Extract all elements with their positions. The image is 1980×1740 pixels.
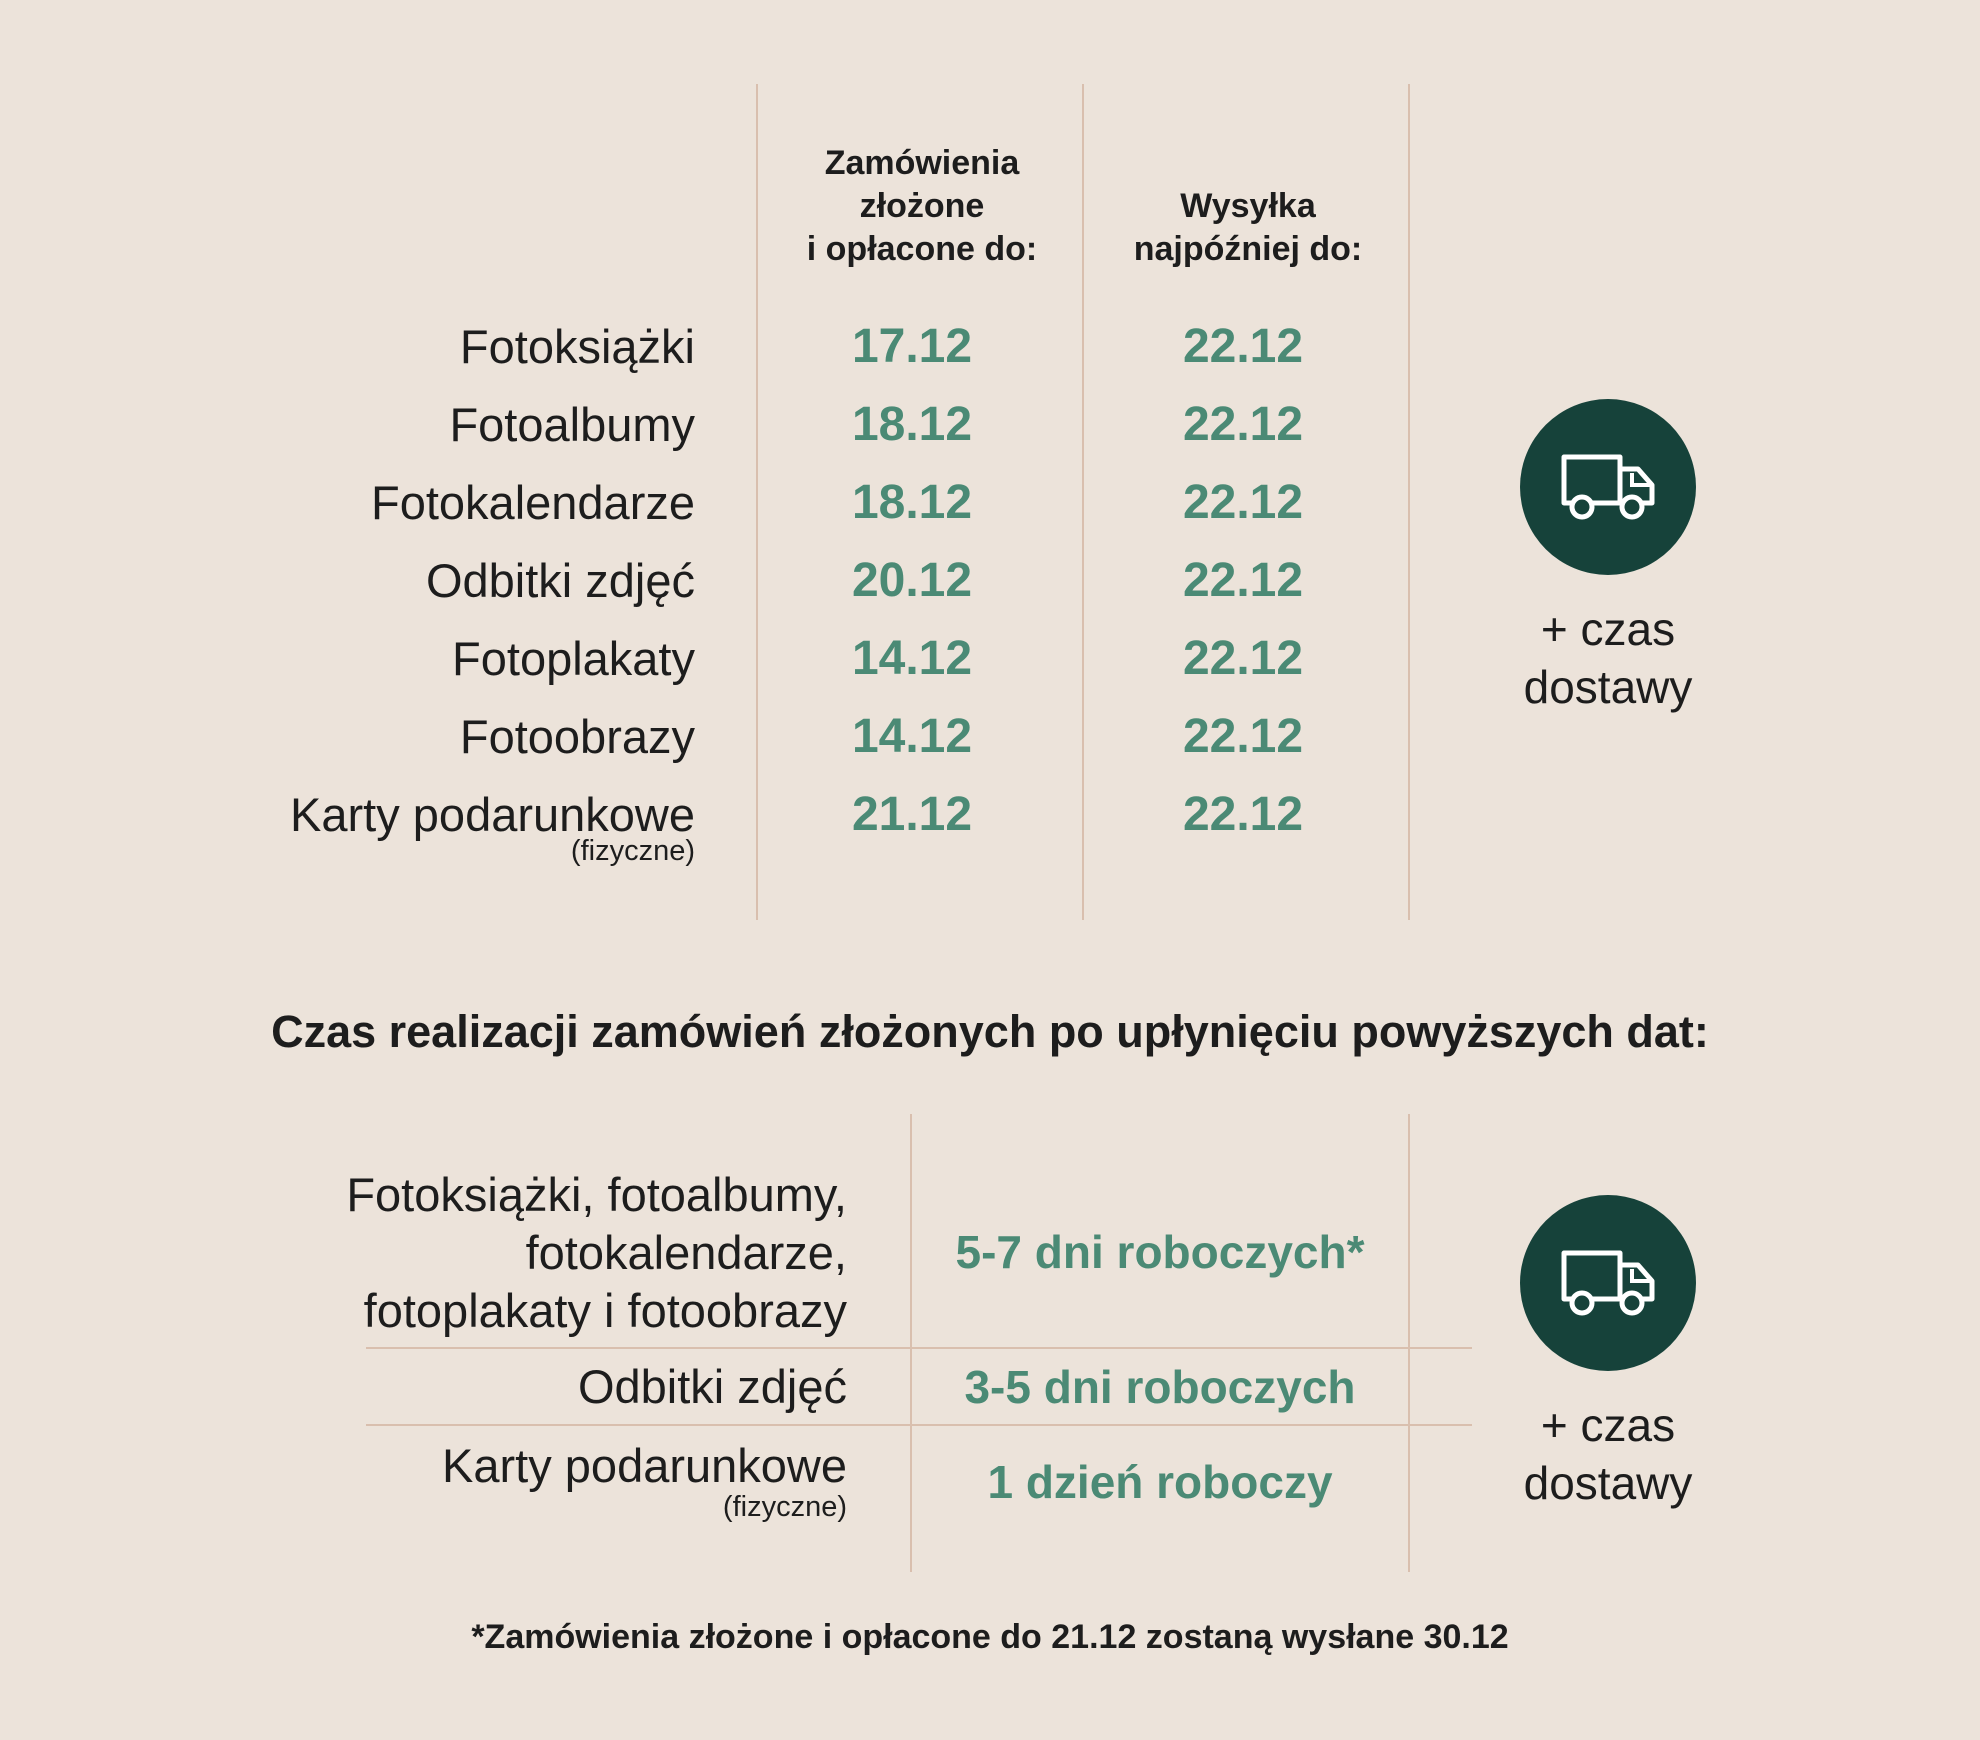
shipping-deadline: 22.12: [1182, 554, 1304, 607]
shipping-deadline: 22.12: [1182, 710, 1304, 763]
processing-time: 3-5 dni roboczych: [964, 1361, 1356, 1413]
order-deadline: 20.12: [851, 554, 973, 607]
column-divider: [1408, 1114, 1410, 1572]
order-deadline: 17.12: [851, 320, 973, 373]
order-deadline: 18.12: [851, 398, 973, 451]
order-deadline: 18.12: [851, 476, 973, 529]
section-title: Czas realizacji zamówień złożonych po upłynięciu powyższych dat:: [271, 1006, 1709, 1057]
processing-time: 1 dzień roboczy: [987, 1456, 1333, 1508]
delivery-time-note: + czas dostawy: [1523, 603, 1693, 713]
shipping-deadline: 22.12: [1182, 788, 1304, 841]
order-deadline-header: Zamówienia złożone i opłacone do:: [806, 144, 1038, 268]
product-label: Fotoobrazy: [459, 710, 695, 763]
delivery-badge: [1520, 399, 1696, 575]
product-label: Odbitki zdjęć: [577, 1360, 847, 1413]
product-label: Karty podarunkowe: [442, 1439, 847, 1492]
shipping-deadline: 22.12: [1182, 320, 1304, 373]
product-label: Fotoksiążki: [459, 320, 695, 373]
truck-icon: [1558, 1247, 1658, 1319]
table-row: [0, 776, 1980, 867]
footnote: *Zamówienia złożone i opłacone do 21.12 zostaną wysłane 30.12: [471, 1618, 1509, 1656]
product-label: Fotokalendarze: [371, 476, 695, 529]
row-divider: [366, 1424, 1472, 1426]
order-deadline: 21.12: [851, 788, 973, 841]
product-label: Fotoplakaty: [452, 632, 695, 685]
shipping-deadline: 22.12: [1182, 398, 1304, 451]
product-label: Odbitki zdjęć: [425, 554, 695, 607]
product-label: Karty podarunkowe: [290, 788, 695, 841]
product-label: Fotoalbumy: [449, 398, 695, 451]
shipping-deadline-header: Wysyłka najpóźniej do:: [1133, 187, 1363, 268]
product-sublabel: (fizyczne): [570, 835, 695, 867]
shipping-deadline: 22.12: [1182, 476, 1304, 529]
order-deadline: 14.12: [851, 632, 973, 685]
shipping-deadline: 22.12: [1182, 632, 1304, 685]
delivery-badge: [1520, 1195, 1696, 1371]
table-row: [0, 308, 1980, 386]
delivery-time-note: + czas dostawy: [1523, 1399, 1693, 1509]
truck-icon: [1558, 451, 1658, 523]
product-label: Fotoksiążki, fotoalbumy, fotokalendarze, fotoplakaty i fotoobrazy: [346, 1168, 847, 1337]
row-divider: [366, 1347, 1472, 1349]
order-deadline: 14.12: [851, 710, 973, 763]
processing-time: 5-7 dni roboczych*: [955, 1226, 1365, 1278]
product-sublabel: (fizyczne): [722, 1491, 847, 1523]
